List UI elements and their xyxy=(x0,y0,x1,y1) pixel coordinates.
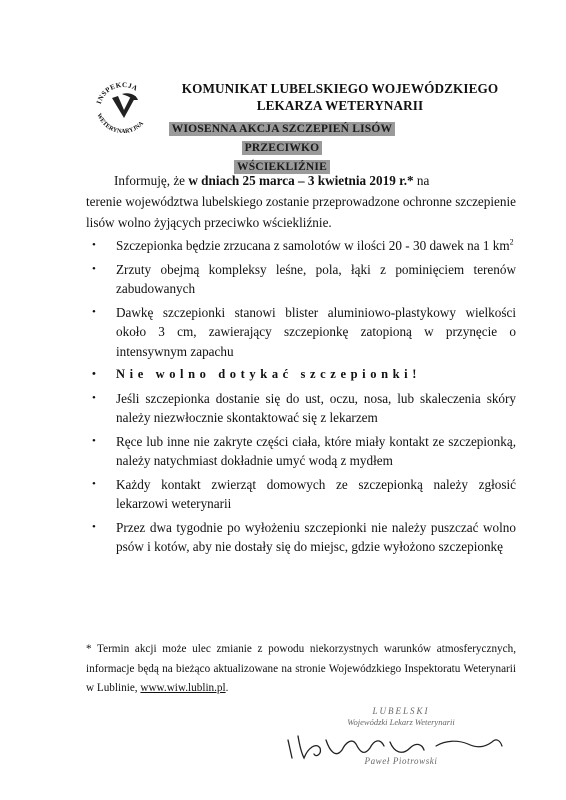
bullet-icon: • xyxy=(92,434,96,447)
campaign-banner xyxy=(168,120,396,177)
list-item: • Przez dwa tygodnie po wyłożeniu szczepionki nie należy puszczać wolno psów i kotów, aby nie dostały się do miejsc, gdzie wyłożono szczepionkę xyxy=(92,519,516,554)
list-item: • Szczepionka będzie zrzucana z samolotów w ilości 20 - 30 dawek na 1 $km^2$ xyxy=(86,236,516,256)
stamp-line-1: LUBELSKI xyxy=(372,706,430,716)
intro-rest: terenie województwa lubelskiego zostanie przeprowadzone ochronne szczepienie lisów wolno żyjących przeciwko wściekliźnie. xyxy=(86,194,516,230)
footnote: * Termin akcji może ulec zmianie z powodu niekorzystnych warunków atmosferycznych, informacje będą na bieżąco aktualizowane na stronie Wojewódzkiego Inspektoratu Weterynarii w Lublinie, www.wiw.lublin.pl. xyxy=(86,643,516,694)
intro-after: na xyxy=(413,173,430,188)
bullet-icon: • xyxy=(92,239,96,251)
list-item-warning: • Nie wolno dotykać szczepionki! xyxy=(86,365,516,385)
bullet-icon: • xyxy=(92,305,96,318)
bullet-icon: • xyxy=(92,391,96,404)
title-line-2: LEKARZA WETERYNARII xyxy=(256,98,424,113)
communique-title xyxy=(160,80,520,114)
handwritten-signature xyxy=(286,718,506,768)
intro-before: Informuję, że xyxy=(114,173,189,188)
list-item: • Ręce lub inne nie zakryte części ciała, które miały kontakt ze szczepionką, należy natychmiast dokładnie umyć wodą z mydłem xyxy=(92,433,516,468)
instructions-list xyxy=(86,236,516,561)
list-item: • Jeśli szczepionka dostanie się do ust, oczu, nosa, lub skaleczenia skóry należy niezwłocznie skontaktować się z lekarzem xyxy=(92,390,516,425)
footnote-text: * Termin akcji może ulec zmianie z powodu niekorzystnych warunków atmosferycznych, informacje będą na bieżąco aktualizowane na stronie Wojewódzkiego Inspektoratu Weterynarii w Lublinie, xyxy=(86,643,516,694)
intro-paragraph xyxy=(86,170,516,233)
banner-line-1: WIOSENNA AKCJA SZCZEPIEŃ LISÓW PRZECIWKO xyxy=(169,122,395,155)
bullet-icon: • xyxy=(92,477,96,490)
veterinary-inspection-logo xyxy=(92,76,154,138)
bullet-icon: • xyxy=(92,368,101,380)
bullet-icon: • xyxy=(92,262,96,275)
campaign-dates: w dniach 25 marca – 3 kwietnia 2019 r.* xyxy=(188,173,414,188)
list-item: • Dawkę szczepionki stanowi blister aluminiowo-plastykowy wielkości około 3 cm, zawierający szczepionkę zatopioną w przynęcie o intensywnym zapachu xyxy=(92,304,516,359)
bullet-icon: • xyxy=(92,520,96,533)
list-item: • Każdy kontakt zwierząt domowych ze szczepionką należy zgłosić lekarzowi weterynarii xyxy=(92,476,516,511)
logo-text-top: INSPEKCJA xyxy=(94,80,140,105)
title-line-1: KOMUNIKAT LUBELSKIEGO WOJEWÓDZKIEGO xyxy=(181,81,499,96)
stamp-line-2: Wojewódzki Lekarz Weterynarii xyxy=(347,717,455,727)
stamp-name: Paweł Piotrowski xyxy=(364,756,438,766)
svg-text:WETERYNARYJNA xyxy=(95,112,145,135)
website-link[interactable]: www.wiw.lublin.pl xyxy=(140,682,226,694)
list-item: • Zrzuty obejmą kompleksy leśne, pola, łąki z pominięciem terenów zabudowanych xyxy=(92,261,516,296)
banner-line-2: WŚCIEKLIŹNIE xyxy=(234,160,330,174)
logo-text-bottom: WETERYNARYJNA xyxy=(95,112,146,136)
